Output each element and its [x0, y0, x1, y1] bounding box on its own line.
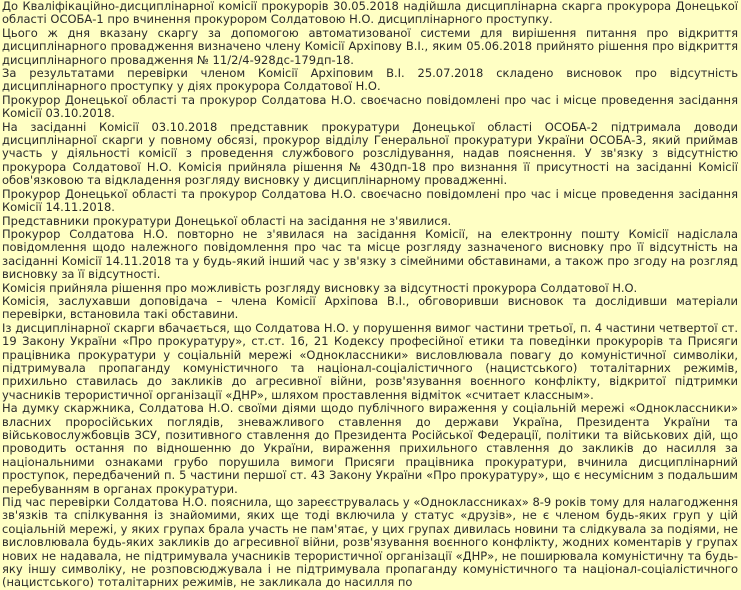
paragraph-complaint-received: До Кваліфікаційно-дисциплінарної комісії прокурорів 30.05.2018 надійшла дисциплінарна скарга прокурора Донецької області ОСОБА-1 про вчинення прокурором Солдатовою Н.О. дисциплінарного проступку.	[2, 0, 738, 27]
paragraph-representatives-absent: Представники прокуратури Донецької області на засідання не з'явилися.	[2, 213, 452, 228]
paragraph-proceeding-opened: Цього ж дня вказану скаргу за допомогою автоматизованої системи для вирішення питання про відкриття дисциплінарного провадження визначено члену Комісії Архіпову В.І., яким 05.06.2018 прийнято рішення про відкриття дисциплінарного провадження № 11/2/4-928дс-179дп-18.	[2, 25, 738, 67]
paragraph-complaint-content: Із дисциплінарної скарги вбачається, що Солдатова Н.О. у порушення вимог частини третьої, п. 4 частини четвертої ст. 19 Закону України «Про прокуратуру», ст.ст. 16, 21 Кодексу професійної етики та поведінки прокурорів та Присяги працівника прокуратури у соціальній мережі «Одноклассники» висловлювала повагу до комуністичної символіки, підтримувала пропаганду комуністичного та націонал-соціалістичного (нацистського) тоталітарних режимів, прихильно ставилась до закликів до агресивної війни, розв'язування воєнного конфлікту, відкритої підтримки учасників терористичної організації «ДНР», шляхом проставлення відміток «считает классным».	[2, 320, 738, 402]
paragraph-first-hearing: На засіданні Комісії 03.10.2018 представник прокуратури Донецької області ОСОБА-2 підтримала доводи дисциплінарної скарги у повному обсязі, прокурор відділу Генеральної прокуратури України ОСОБА-3, який приймав участь у діяльності комісії з проведення службового розслідування, надав пояснення. У зв'язку з відсутністю прокурора Солдатової Н.О. Комісія прийняла рішення № 430дп-18 про визнання її присутності на засіданні Комісії обов'язковою та відкладення розгляду висновку у дисциплінарному провадженні.	[2, 119, 738, 188]
paragraph-complainant-opinion: На думку скаржника, Солдатова Н.О. своїми діями щодо публічного вираження у соціальній мережі «Одноклассники» власних проросійських поглядів, зневажливого ставлення до держави Україна, Президента України та військовослужбовців ЗСУ, позитивного ставлення до Президента Російської Федерації, політики та військових дій, що проводить остання по відношенню до України, вираження прихильного ставлення до закликів до насилля за національними ознаками грубо порушила вимоги Присяги працівника прокуратури, вчинила дисциплінарний проступок, передбачений п. 5 частини першої ст. 43 Закону України «Про прокуратуру», що є несумісним з подальшим перебуванням в органах прокуратури.	[2, 401, 738, 496]
paragraph-notification-second: Прокурор Донецької області та прокурор Солдатова Н.О. своєчасно повідомлені про час і місце проведення засідання Комісії 14.11.2018.	[2, 186, 738, 215]
paragraph-prosecutor-explanation: Під час перевірки Солдатова Н.О. пояснила, що зареєструвалась у «Одноклассниках» 8-9 років тому для налагодження зв'язків та спілкування із знайомими, яких ще тоді включила у статус «друзів», не є членом будь-яких груп у цій соціальній мережі, у яких групах брала участь не пам'ятає, у цих групах дивилась новини та слідкувала за подіями, не висловлювала будь-яких закликів до агресивної війни, розв'язування воєнного конфлікту, жодних коментарів у групах нових не надавала, не підтримувала учасників терористичної організації «ДНР», не поширювала комуністичну та будь-яку іншу символіку, не розповсюджувала і не підтримувала пропаганду комуністичного та націонал-соціалістичного (нацистського) тоталітарних режимів, не закликала до насилля по	[2, 495, 738, 590]
document-body	[2, 0, 738, 590]
paragraph-commission-findings: Комісія, заслухавши доповідача – члена Комісії Архіпова В.І., обговоривши висновок та дослідивши матеріали перевірки, встановила такі обставини.	[2, 293, 738, 322]
paragraph-prosecutor-absent: Прокурор Солдатова Н.О. повторно не з'явилася на засідання Комісії, на електронну пошту Комісії надіслала повідомлення щодо належного повідомлення про час та місце розгляду зазначеного висновку про її відсутність на засіданні Комісії 14.11.2018 та у будь-який інший час у зв'язку з сімейними обставинами, а також про згоду на розгляд висновку за її відсутності.	[2, 226, 738, 282]
paragraph-decision-in-absence: Комісія прийняла рішення про можливість розгляду висновку за відсутності прокурора Солдатової Н.О.	[2, 280, 638, 295]
paragraph-inspection-conclusion: За результатами перевірки членом Комісії Архіповим В.І. 25.07.2018 складено висновок про відсутність дисциплінарного проступку у діях прокурора Солдатової Н.О.	[2, 66, 738, 94]
paragraph-notification-first: Прокурор Донецької області та прокурор Солдатова Н.О. своєчасно повідомлені про час і місце проведення засідання Комісії 03.10.2018.	[2, 92, 738, 121]
